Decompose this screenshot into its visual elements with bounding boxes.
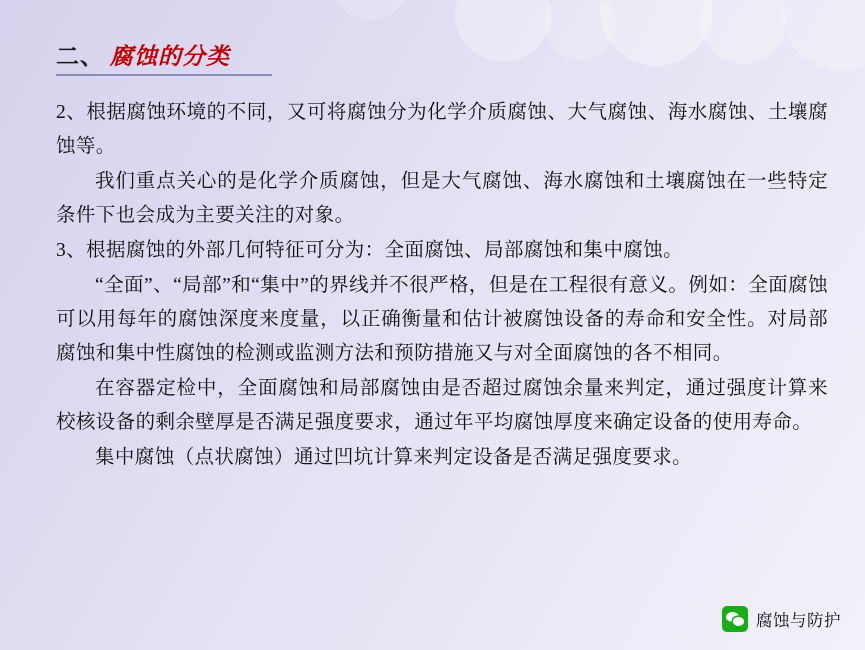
body-paragraph: 集中腐蚀（点状腐蚀）通过凹坑计算来判定设备是否满足强度要求。 <box>95 447 693 468</box>
title-number: 二、 <box>56 44 104 69</box>
page-title <box>56 38 230 71</box>
decorative-circle <box>330 0 410 20</box>
decorative-circle <box>545 0 615 60</box>
body-paragraph: 2、根据腐蚀环境的不同，又可将腐蚀分为化学介质腐蚀、大气腐蚀、海水腐蚀、土壤腐蚀等。 <box>56 102 828 157</box>
decorative-circle <box>700 0 786 64</box>
decorative-circle <box>455 0 551 62</box>
title-underline <box>56 74 272 76</box>
wechat-icon <box>722 606 748 632</box>
body-paragraph: 我们重点关心的是化学介质腐蚀，但是大气腐蚀、海水腐蚀和土壤腐蚀在一些特定条件下也会成为主要关注的对象。 <box>56 171 828 226</box>
body-paragraph: 3、根据腐蚀的外部几何特征可分为：全面腐蚀、局部腐蚀和集中腐蚀。 <box>56 240 684 261</box>
decorative-circle <box>600 0 712 66</box>
decorative-circle <box>780 0 865 70</box>
body-paragraph: 在容器定检中，全面腐蚀和局部腐蚀由是否超过腐蚀余量来判定，通过强度计算来校核设备的剩余壁厚是否满足强度要求，通过年平均腐蚀厚度来确定设备的使用寿命。 <box>56 378 828 433</box>
slide-body <box>56 96 828 476</box>
footer-label: 腐蚀与防护 <box>756 612 841 630</box>
title-text: 腐蚀的分类 <box>110 44 230 69</box>
footer-branding <box>722 606 841 632</box>
body-paragraph: “全面”、“局部”和“集中”的界线并不很严格，但是在工程很有意义。例如：全面腐蚀可以用每年的腐蚀深度来度量，以正确衡量和估计被腐蚀设备的寿命和安全性。对局部腐蚀和集中性腐蚀的检测或监测方法和预防措施又与对全面腐蚀的各不相同。 <box>56 275 828 364</box>
